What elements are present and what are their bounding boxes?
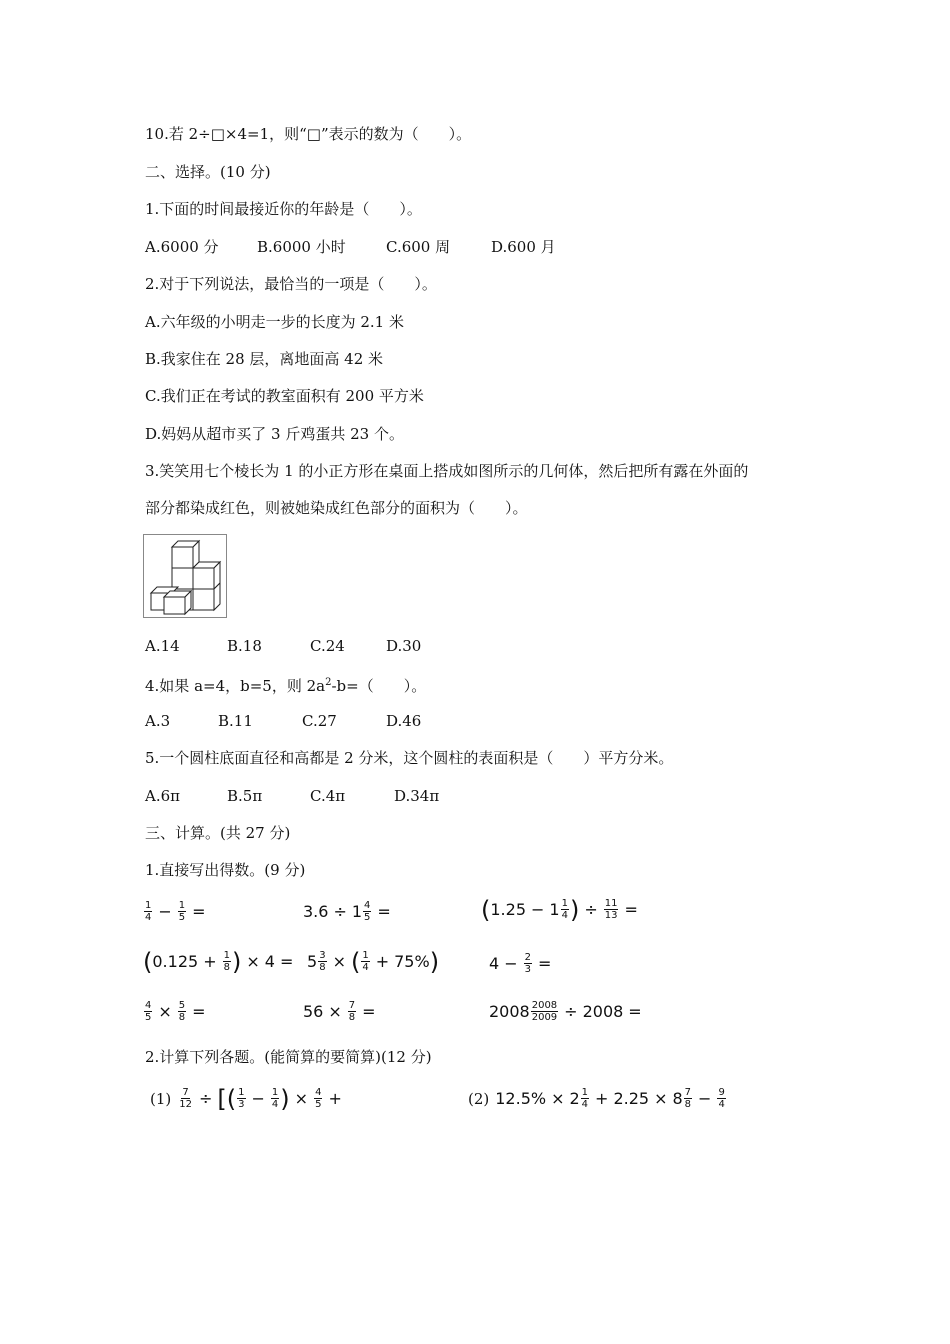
question-2-3-stem-line1: 3.笑笑用七个棱长为 1 的小正方形在桌面上搭成如图所示的几何体，然后把所有露在外面的 xyxy=(145,462,749,480)
option-a: A.6000 分 xyxy=(145,238,219,256)
expr-1: $\frac{1}{4}$ − $\frac{1}{5}$ = xyxy=(145,900,206,923)
cube-figure xyxy=(143,534,227,618)
option-c: C.600 周 xyxy=(386,238,451,256)
option-b: B.11 xyxy=(218,712,253,730)
stem-suffix: -b=（ ）。 xyxy=(331,677,427,695)
section-2-title: 二、选择。(10 分) xyxy=(145,163,271,181)
question-2-2-option-d: D.妈妈从超市买了 3 斤鸡蛋共 23 个。 xyxy=(145,425,404,443)
problem-2: (2) 12.5% × 2 $\frac{1}{4}$ + 2.25 × 8 $\frac{7}{8}$ − $\frac{9}{4}$ xyxy=(468,1087,725,1110)
option-c: C.24 xyxy=(310,637,345,655)
question-2-2-option-c: C.我们正在考试的教室面积有 200 平方米 xyxy=(145,387,424,405)
question-2-2-option-a: A.六年级的小明走一步的长度为 2.1 米 xyxy=(145,313,404,331)
option-d: D.600 月 xyxy=(491,238,556,256)
exponent: 2 xyxy=(325,677,332,688)
option-d: D.30 xyxy=(386,637,422,655)
cube-stack-illustration xyxy=(144,535,226,617)
expr-7: $\frac{4}{5}$ × $\frac{5}{8}$ = xyxy=(145,1000,206,1023)
option-b: B.5π xyxy=(227,787,263,805)
question-2-2-option-b: B.我家住在 28 层，离地面高 42 米 xyxy=(145,350,384,368)
question-2-3-stem-line2: 部分都染成红色，则被她染成红色部分的面积为（ ）。 xyxy=(145,499,528,517)
section-3-title: 三、计算。(共 27 分) xyxy=(145,824,291,842)
expr-6: 4 − $\frac{2}{3}$ = xyxy=(489,952,552,975)
section-3-sub1: 1.直接写出得数。(9 分) xyxy=(145,861,306,879)
question-2-1-stem: 1.下面的时间最接近你的年龄是（ ）。 xyxy=(145,200,422,218)
section-3-sub2: 2.计算下列各题。(能简算的要简算)(12 分) xyxy=(145,1048,432,1066)
option-d: D.46 xyxy=(386,712,422,730)
question-2-4-stem xyxy=(145,673,426,696)
problem-1: (1) $\frac{7}{12}$ ÷ [ ( $\frac{1}{3}$ − $\frac{1}{4}$ ) × $\frac{4}{5}$ + xyxy=(150,1084,342,1113)
option-a: A.14 xyxy=(145,637,180,655)
expr-9: 2008 $\frac{2008}{2009}$ ÷ 2008 = xyxy=(489,1000,642,1023)
question-2-2-stem: 2.对于下列说法，最恰当的一项是（ ）。 xyxy=(145,275,437,293)
option-b: B.6000 小时 xyxy=(257,238,346,256)
question-10: 10.若 2÷□×4=1，则“□”表示的数为（ ）。 xyxy=(145,125,472,143)
expr-2: 3.6 ÷ 1 $\frac{4}{5}$ = xyxy=(303,900,391,923)
option-c: C.4π xyxy=(310,787,346,805)
option-a: A.3 xyxy=(145,712,171,730)
expr-3: ( 1.25 − 1 $\frac{1}{4}$ ) ÷ $\frac{11}{13}$ = xyxy=(481,895,638,924)
option-b: B.18 xyxy=(227,637,262,655)
question-2-5-stem: 5.一个圆柱底面直径和高都是 2 分米，这个圆柱的表面积是（ ）平方分米。 xyxy=(145,749,674,767)
expr-4: ( 0.125 + $\frac{1}{8}$ ) × 4 = xyxy=(143,947,294,976)
expr-8: 56 × $\frac{7}{8}$ = xyxy=(303,1000,376,1023)
option-c: C.27 xyxy=(302,712,337,730)
stem-prefix: 4.如果 a=4，b=5，则 2a xyxy=(145,677,326,695)
expr-5: 5 $\frac{3}{8}$ × ( $\frac{1}{4}$ + 75% ) xyxy=(307,947,440,976)
option-a: A.6π xyxy=(145,787,181,805)
option-d: D.34π xyxy=(394,787,440,805)
